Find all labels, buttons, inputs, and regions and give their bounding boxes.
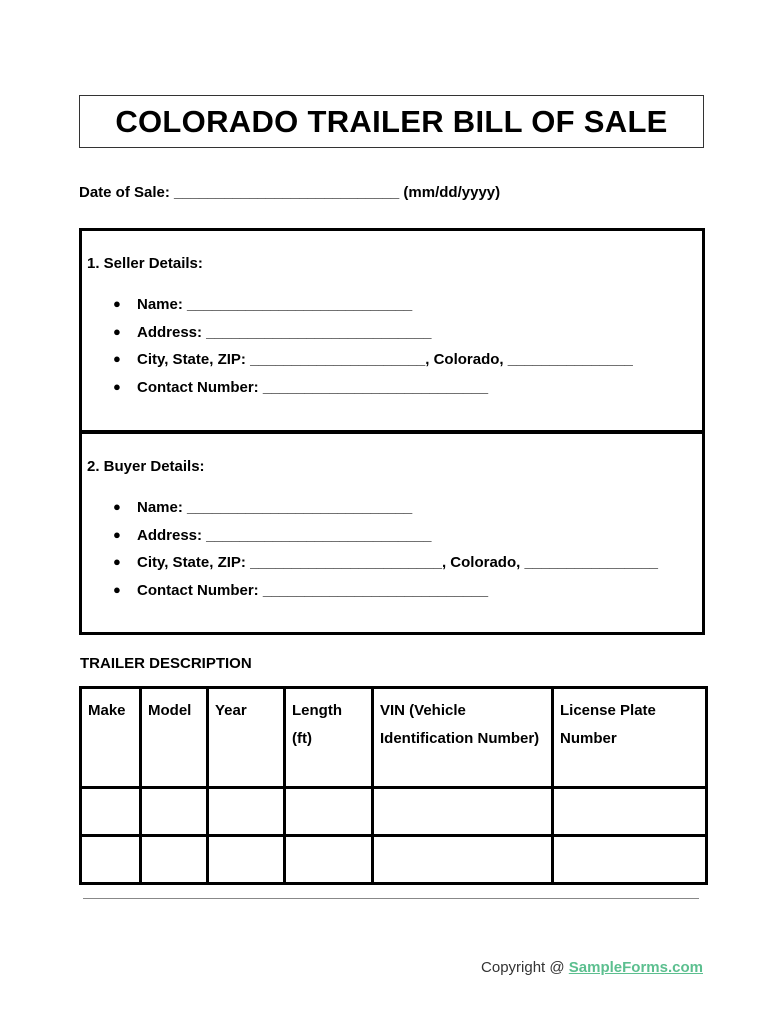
table-cell[interactable] <box>208 788 285 836</box>
table-row <box>81 788 707 836</box>
buyer-name-field: ● Name: ___________________________ <box>113 499 413 516</box>
table-cell[interactable] <box>208 836 285 884</box>
footer-divider <box>83 898 699 899</box>
table-cell[interactable] <box>373 788 553 836</box>
column-header-model: Model <box>141 688 208 788</box>
seller-details-section <box>79 228 705 433</box>
table-cell[interactable] <box>285 836 373 884</box>
column-header-year: Year <box>208 688 285 788</box>
title-box <box>79 95 704 148</box>
table-cell[interactable] <box>81 836 141 884</box>
table-cell[interactable] <box>553 836 707 884</box>
buyer-heading: 2. Buyer Details: <box>87 458 205 475</box>
seller-city-state-zip-field: ● City, State, ZIP: _____________________, Colorado, _______________ <box>113 351 633 369</box>
seller-address-field: ● Address: ___________________________ <box>113 323 432 341</box>
table-cell[interactable] <box>81 788 141 836</box>
bullet-icon: ● <box>113 351 121 367</box>
trailer-description-table <box>79 686 708 885</box>
table-cell[interactable] <box>553 788 707 836</box>
column-header-make: Make <box>81 688 141 788</box>
bullet-icon: ● <box>113 378 121 394</box>
sampleforms-link[interactable]: SampleForms.com <box>568 959 703 976</box>
buyer-contact-field: ● Contact Number: ___________________________ <box>113 581 489 599</box>
buyer-city-state-zip-field: ● City, State, ZIP: _______________________, Colorado, ________________ <box>113 554 658 572</box>
column-header-vin: VIN (Vehicle Identification Number) <box>373 688 553 788</box>
column-header-license-plate: License Plate Number <box>553 688 707 788</box>
table-row <box>81 836 707 884</box>
buyer-address-field: ● Address: ___________________________ <box>113 526 432 544</box>
seller-contact-field: ● Contact Number: ___________________________ <box>113 378 489 396</box>
trailer-description-label: TRAILER DESCRIPTION <box>80 655 252 672</box>
table-header-row <box>81 688 707 788</box>
bullet-icon: ● <box>113 296 121 311</box>
bullet-icon: ● <box>113 554 121 570</box>
bullet-icon: ● <box>113 323 121 339</box>
seller-heading: 1. Seller Details: <box>87 255 203 272</box>
bullet-icon: ● <box>113 526 121 542</box>
document-title: COLORADO TRAILER BILL OF SALE <box>115 103 668 139</box>
bullet-icon: ● <box>113 581 121 597</box>
copyright-notice <box>481 959 703 976</box>
table-cell[interactable] <box>373 836 553 884</box>
table-cell[interactable] <box>141 836 208 884</box>
date-of-sale-field: Date of Sale: ___________________________ (mm/dd/yyyy) <box>79 184 501 201</box>
table-cell[interactable] <box>285 788 373 836</box>
buyer-details-section <box>79 431 705 635</box>
bullet-icon: ● <box>113 499 121 514</box>
column-header-length: Length (ft) <box>285 688 373 788</box>
copyright-prefix: Copyright @ <box>481 959 569 976</box>
seller-name-field: ● Name: ___________________________ <box>113 296 413 313</box>
table-cell[interactable] <box>141 788 208 836</box>
